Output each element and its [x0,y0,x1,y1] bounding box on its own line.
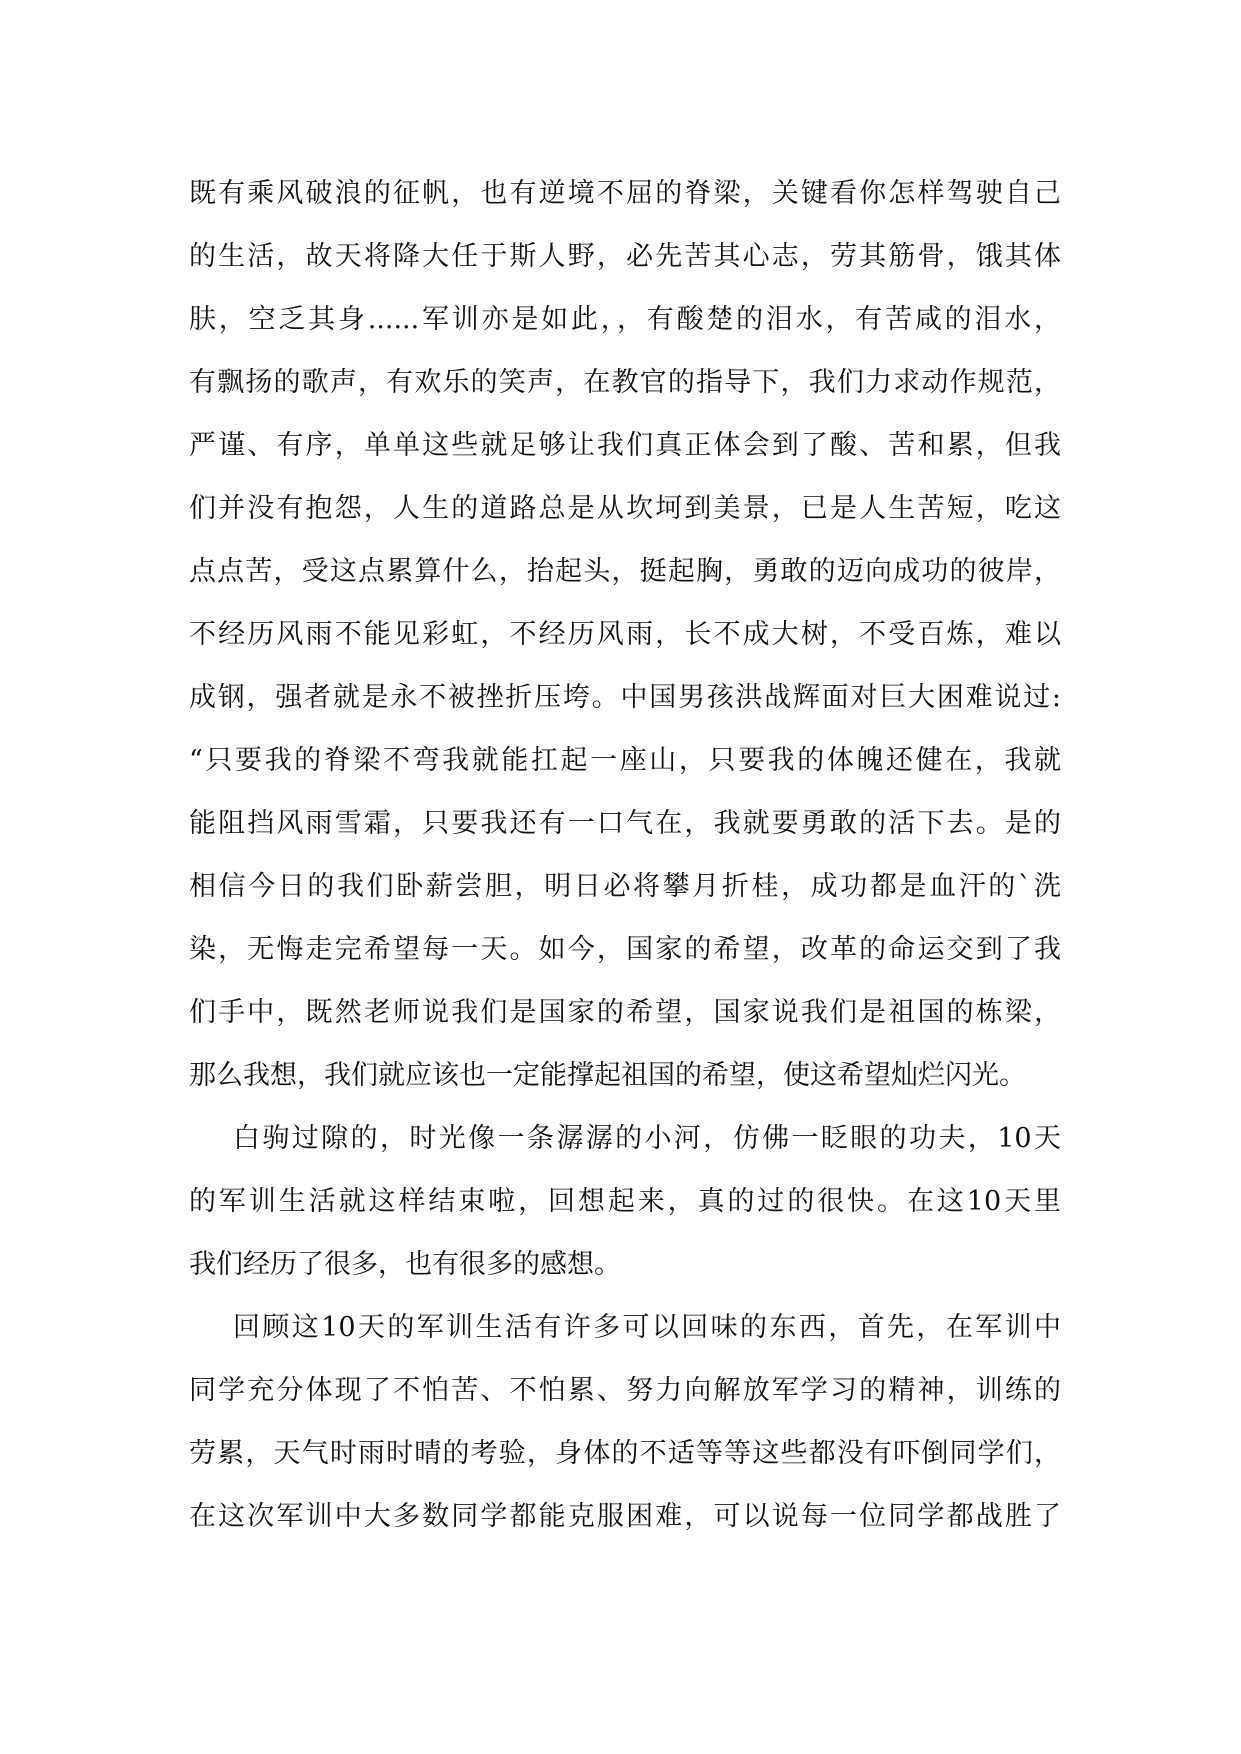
text-line: 肤，空乏其身......军训亦是如此，，有酸楚的泪水，有苦咸的泪水， [189,304,1061,335]
text-line: 既有乘风破浪的征帆，也有逆境不屈的脊梁，关键看你怎样驾驶自己 [189,178,1061,209]
text-line: 白驹过隙的，时光像一条潺潺的小河，仿佛一眨眼的功夫，10天 [233,1123,1061,1154]
text-line: 能阻挡风雨雪霜，只要我还有一口气在，我就要勇敢的活下去。是的 [189,808,1061,839]
paragraph-3 [189,1296,1061,1548]
paragraph-2 [189,1107,1061,1296]
text-line: 劳累，天气时雨时晴的考验，身体的不适等等这些都没有吓倒同学们， [189,1438,1061,1469]
text-line: 同学充分体现了不怕苦、不怕累、努力向解放军学习的精神，训练的 [189,1375,1061,1406]
text-line: 在这次军训中大多数同学都能克服困难，可以说每一位同学都战胜了 [189,1501,1061,1532]
text-line: 严谨、有序，单单这些就足够让我们真正体会到了酸、苦和累，但我 [189,430,1061,461]
text-line: 回顾这10天的军训生活有许多可以回味的东西，首先，在军训中 [233,1312,1061,1343]
document-body [189,162,1061,1548]
paragraph-1 [189,162,1061,1107]
text-line: 我们经历了很多，也有很多的感想。 [189,1249,621,1280]
text-line: 的军训生活就这样结束啦，回想起来，真的过的很快。在这10天里 [189,1186,1061,1217]
text-line: 的生活，故天将降大任于斯人野，必先苦其心志，劳其筋骨，饿其体 [189,241,1061,272]
text-line: 成钢，强者就是永不被挫折压垮。中国男孩洪战辉面对巨大困难说过: [189,682,1061,713]
text-line: 有飘扬的歌声，有欢乐的笑声，在教官的指导下，我们力求动作规范， [189,367,1061,398]
text-line: 们并没有抱怨，人生的道路总是从坎坷到美景，已是人生苦短，吃这 [189,493,1061,524]
text-line: 不经历风雨不能见彩虹，不经历风雨，长不成大树，不受百炼，难以 [189,619,1061,650]
text-line: “只要我的脊梁不弯我就能扛起一座山，只要我的体魄还健在，我就 [189,745,1061,776]
text-line: 们手中，既然老师说我们是国家的希望，国家说我们是祖国的栋梁， [189,997,1061,1028]
text-line: 染，无悔走完希望每一天。如今，国家的希望，改革的命运交到了我 [189,934,1061,965]
text-line: 那么我想，我们就应该也一定能撑起祖国的希望，使这希望灿烂闪光。 [189,1060,1026,1091]
text-line: 点点苦，受这点累算什么，抬起头，挺起胸，勇敢的迈向成功的彼岸， [189,556,1061,587]
text-line: 相信今日的我们卧薪尝胆，明日必将攀月折桂，成功都是血汗的`洗 [189,871,1061,902]
